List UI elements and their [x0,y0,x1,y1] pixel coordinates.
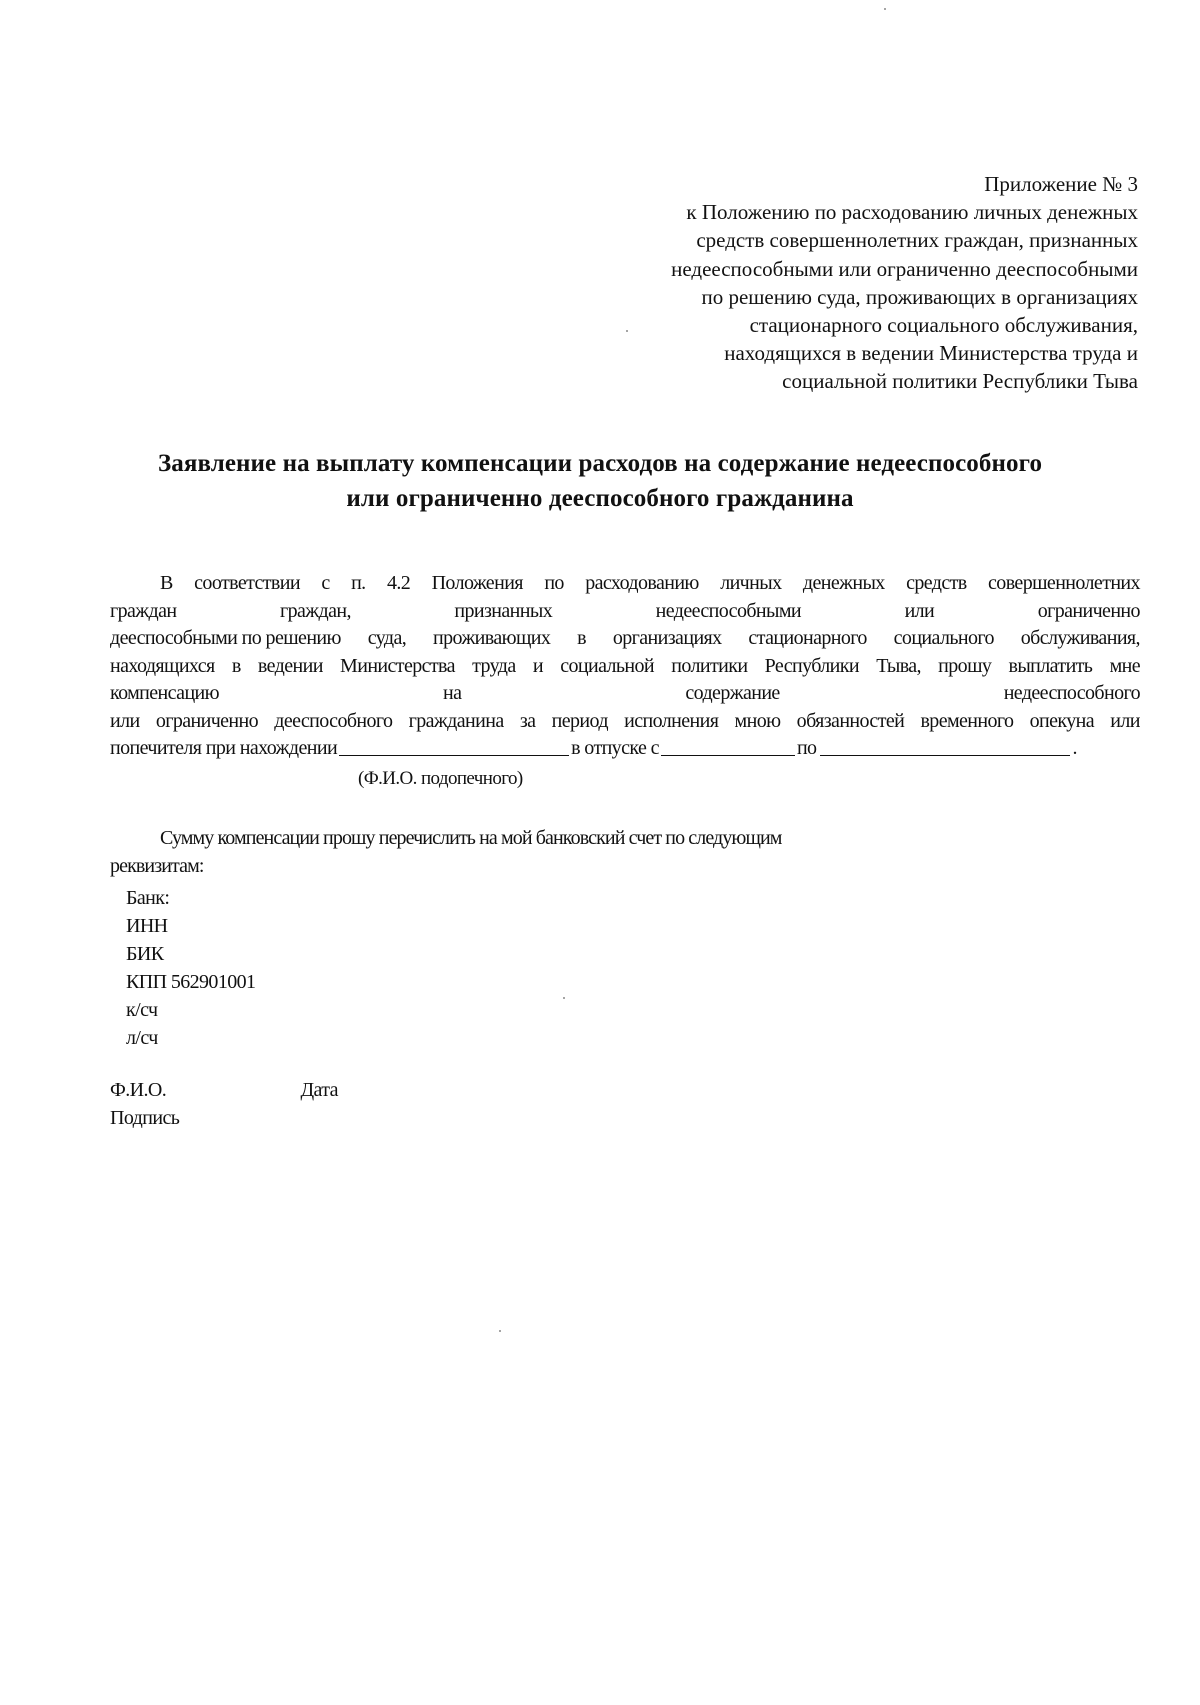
date-to-text: по [796,737,817,759]
title-line-1: Заявление на выплату компенсации расходов на содержание недееспособного [157,450,1043,477]
word: социального [893,627,994,649]
word: исполнения [624,709,719,732]
paragraph-line [110,680,1140,708]
scan-speck [626,330,628,332]
word: граждан, [280,599,351,622]
paragraph-line [110,598,1140,626]
word: п. [351,572,366,594]
date-to-blank[interactable] [820,735,1070,756]
word: организациях [612,627,722,649]
appendix-line: стационарного социального обслуживания, [749,313,1138,338]
paragraph-line [110,708,1140,736]
word: в [577,627,586,649]
appendix-line: находящихся в ведении Министерства труда и [724,341,1138,366]
appendix-header [518,170,1138,396]
word: за [519,709,536,732]
signature-label: Подпись [110,1107,180,1129]
word: политики [671,654,748,677]
word: временного [920,709,1014,732]
word: 4.2 [386,572,411,594]
word: с [321,572,330,594]
word: опекуна [1029,709,1095,732]
word: суда, [367,627,407,649]
appendix-line: к Положению по расходованию личных денежных [686,200,1138,225]
word: средств [906,572,967,594]
transfer-line-2: реквизитам: [110,855,204,877]
word: обязанностей [796,709,905,732]
word: или [110,709,140,732]
sentence-end: . [1072,737,1077,759]
inn-label: ИНН [126,915,168,937]
document-title [100,446,1100,516]
guardian-stay-text: попечителя при нахождении [110,737,338,759]
paragraph-line [110,653,1140,681]
word: социальной [560,654,655,677]
transfer-line-1: Сумму компенсации прошу перечислить на мой банковский счет по следующим [160,827,782,849]
word: дееспособными по решению [110,627,341,649]
application-paragraph [110,570,1140,763]
word: совершеннолетних [988,572,1140,594]
word: компенсацию [110,682,220,704]
word: граждан [110,599,177,622]
word: соответствии [194,572,300,594]
paragraph-line [110,625,1140,653]
word: недееспособными [655,599,802,622]
word: стационарного [748,627,867,649]
paragraph-line [110,570,1140,598]
word: или [904,599,935,622]
transfer-request [110,824,782,880]
word: период [551,709,608,732]
word: мне [1109,654,1140,677]
word: выплатить [1008,654,1093,677]
word: недееспособного [1003,682,1140,704]
title-line-2: или ограниченно дееспособного гражданина [346,485,854,512]
ward-fio-caption: (Ф.И.О. подопечного) [358,768,523,789]
word: обслуживания, [1020,627,1140,649]
word: личных [720,572,782,594]
appendix-line: средств совершеннолетних граждан, признанных [696,228,1138,253]
paragraph-line-with-blanks [110,735,1140,763]
word: в [231,654,241,677]
bank-label: Банк: [126,887,170,909]
word: денежных [802,572,885,594]
word: или [1110,709,1140,732]
word: Тыва, [876,654,921,677]
word: на [443,682,462,704]
appendix-line: Приложение № 3 [984,172,1138,196]
fio-label: Ф.И.О. [110,1079,167,1101]
word: Республики [764,654,860,677]
word: дееспособного [274,709,393,732]
word: Положения [431,572,523,594]
word: ограниченно [155,709,259,732]
word: прошу [938,654,992,677]
scan-speck [884,8,886,10]
word: ограниченно [1037,599,1140,622]
bik-label: БИК [126,943,164,965]
word: по [544,572,564,594]
date-from-blank[interactable] [661,735,795,756]
bank-details [126,884,255,1052]
vacation-from-text: в отпуске с [571,737,659,759]
signature-block [110,1076,338,1132]
corr-account-label: к/сч [126,999,158,1021]
word: и [532,654,543,677]
kpp-label: КПП 562901001 [126,971,256,993]
date-label: Дата [300,1079,338,1101]
word: содержание [685,682,780,704]
scan-speck [563,997,565,999]
word: В [160,572,173,594]
word: ведении [257,654,323,677]
ward-fio-blank[interactable] [339,735,569,756]
word: мною [734,709,781,732]
word: Министерства [340,654,455,677]
word: труда [472,654,516,677]
scan-speck [499,1330,501,1332]
appendix-line: по решению суда, проживающих в организациях [701,284,1138,309]
word: гражданина [408,709,504,732]
word: проживающих [433,627,551,649]
personal-account-label: л/сч [126,1027,158,1049]
word: расходованию [585,572,699,594]
word: признанных [454,599,553,622]
appendix-line: недееспособными или ограниченно дееспособными [671,256,1138,281]
word: находящихся [110,654,215,677]
appendix-line: социальной политики Республики Тыва [782,369,1138,394]
fio-date-row [110,1076,338,1104]
